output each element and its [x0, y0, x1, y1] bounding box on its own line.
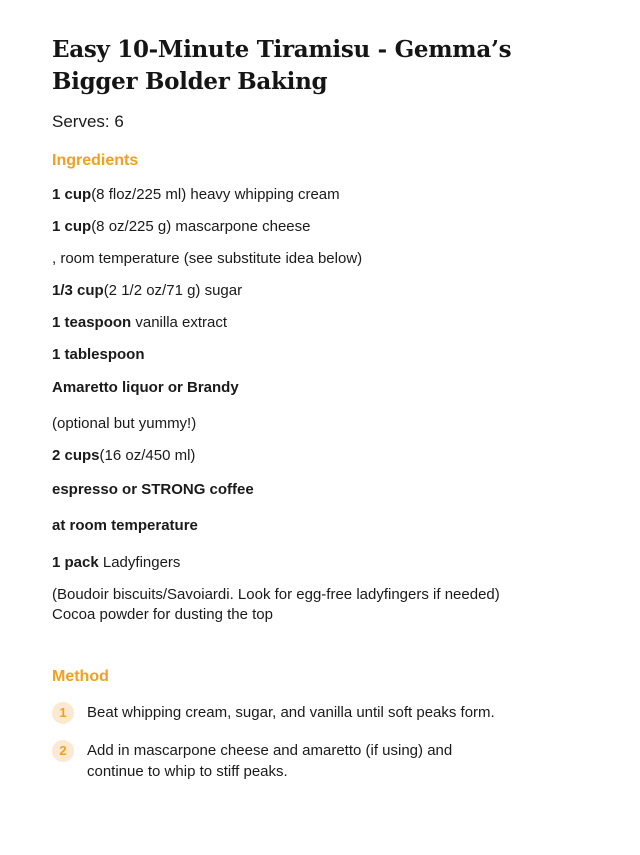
- step-number-badge: 2: [52, 740, 74, 762]
- step-line: continue to whip to stiff peaks.: [87, 763, 288, 780]
- step-text: [87, 740, 452, 782]
- title-line: Easy 10-Minute Tiramisu - Gemma’s: [52, 36, 512, 63]
- ingredient-text: (16 oz/450 ml): [99, 447, 196, 464]
- ingredient-item: [52, 217, 310, 237]
- ingredient-quantity: 1 cup: [52, 218, 92, 235]
- ingredient-quantity: Amaretto liquor or Brandy: [52, 379, 239, 396]
- ingredient-item: [52, 480, 254, 500]
- ingredient-item: [52, 446, 195, 466]
- ingredient-text: (8 floz/225 ml) heavy whipping cream: [91, 186, 340, 203]
- ingredients-heading: Ingredients: [52, 152, 139, 169]
- step-number-badge: 1: [52, 702, 74, 724]
- ingredient-quantity: 1 tablespoon: [52, 346, 145, 363]
- ingredient-item: [52, 585, 500, 605]
- ingredient-text: (2 1/2 oz/71 g) sugar: [103, 282, 243, 299]
- ingredient-text: Ladyfingers: [98, 554, 181, 571]
- serves: Serves: 6: [52, 112, 124, 131]
- ingredient-quantity: 1 cup: [52, 186, 92, 203]
- step-line: Add in mascarpone cheese and amaretto (if using) and: [87, 742, 453, 759]
- step-line: Beat whipping cream, sugar, and vanilla until soft peaks form.: [87, 704, 495, 721]
- ingredient-text: vanilla extract: [131, 314, 228, 331]
- ingredient-item: [52, 378, 239, 398]
- ingredient-quantity: 2 cups: [52, 447, 100, 464]
- ingredient-item: [52, 516, 198, 536]
- ingredient-text: (optional but yummy!): [52, 415, 197, 432]
- ingredient-quantity: at room temperature: [52, 517, 198, 534]
- ingredient-text: , room temperature (see substitute idea below): [52, 250, 363, 267]
- ingredient-item: [52, 345, 145, 365]
- ingredient-quantity: 1/3 cup: [52, 282, 104, 299]
- ingredient-quantity: 1 teaspoon: [52, 314, 132, 331]
- ingredient-text: (Boudoir biscuits/Savoiardi. Look for egg-free ladyfingers if needed): [52, 586, 500, 603]
- ingredient-text: Cocoa powder for dusting the top: [52, 606, 273, 623]
- ingredient-item: [52, 313, 227, 333]
- step-text: [87, 702, 495, 723]
- ingredient-item: [52, 281, 242, 301]
- ingredient-text: (8 oz/225 g) mascarpone cheese: [91, 218, 311, 235]
- ingredient-item: [52, 249, 362, 269]
- ingredient-item: [52, 553, 180, 573]
- ingredient-item: [52, 185, 340, 205]
- ingredient-quantity: espresso or STRONG coffee: [52, 481, 254, 498]
- title-line: Bigger Bolder Baking: [52, 68, 328, 95]
- recipe-title: [52, 34, 511, 98]
- ingredient-quantity: 1 pack: [52, 554, 99, 571]
- ingredient-item: [52, 605, 273, 625]
- ingredient-item: [52, 414, 196, 434]
- method-heading: Method: [52, 668, 109, 685]
